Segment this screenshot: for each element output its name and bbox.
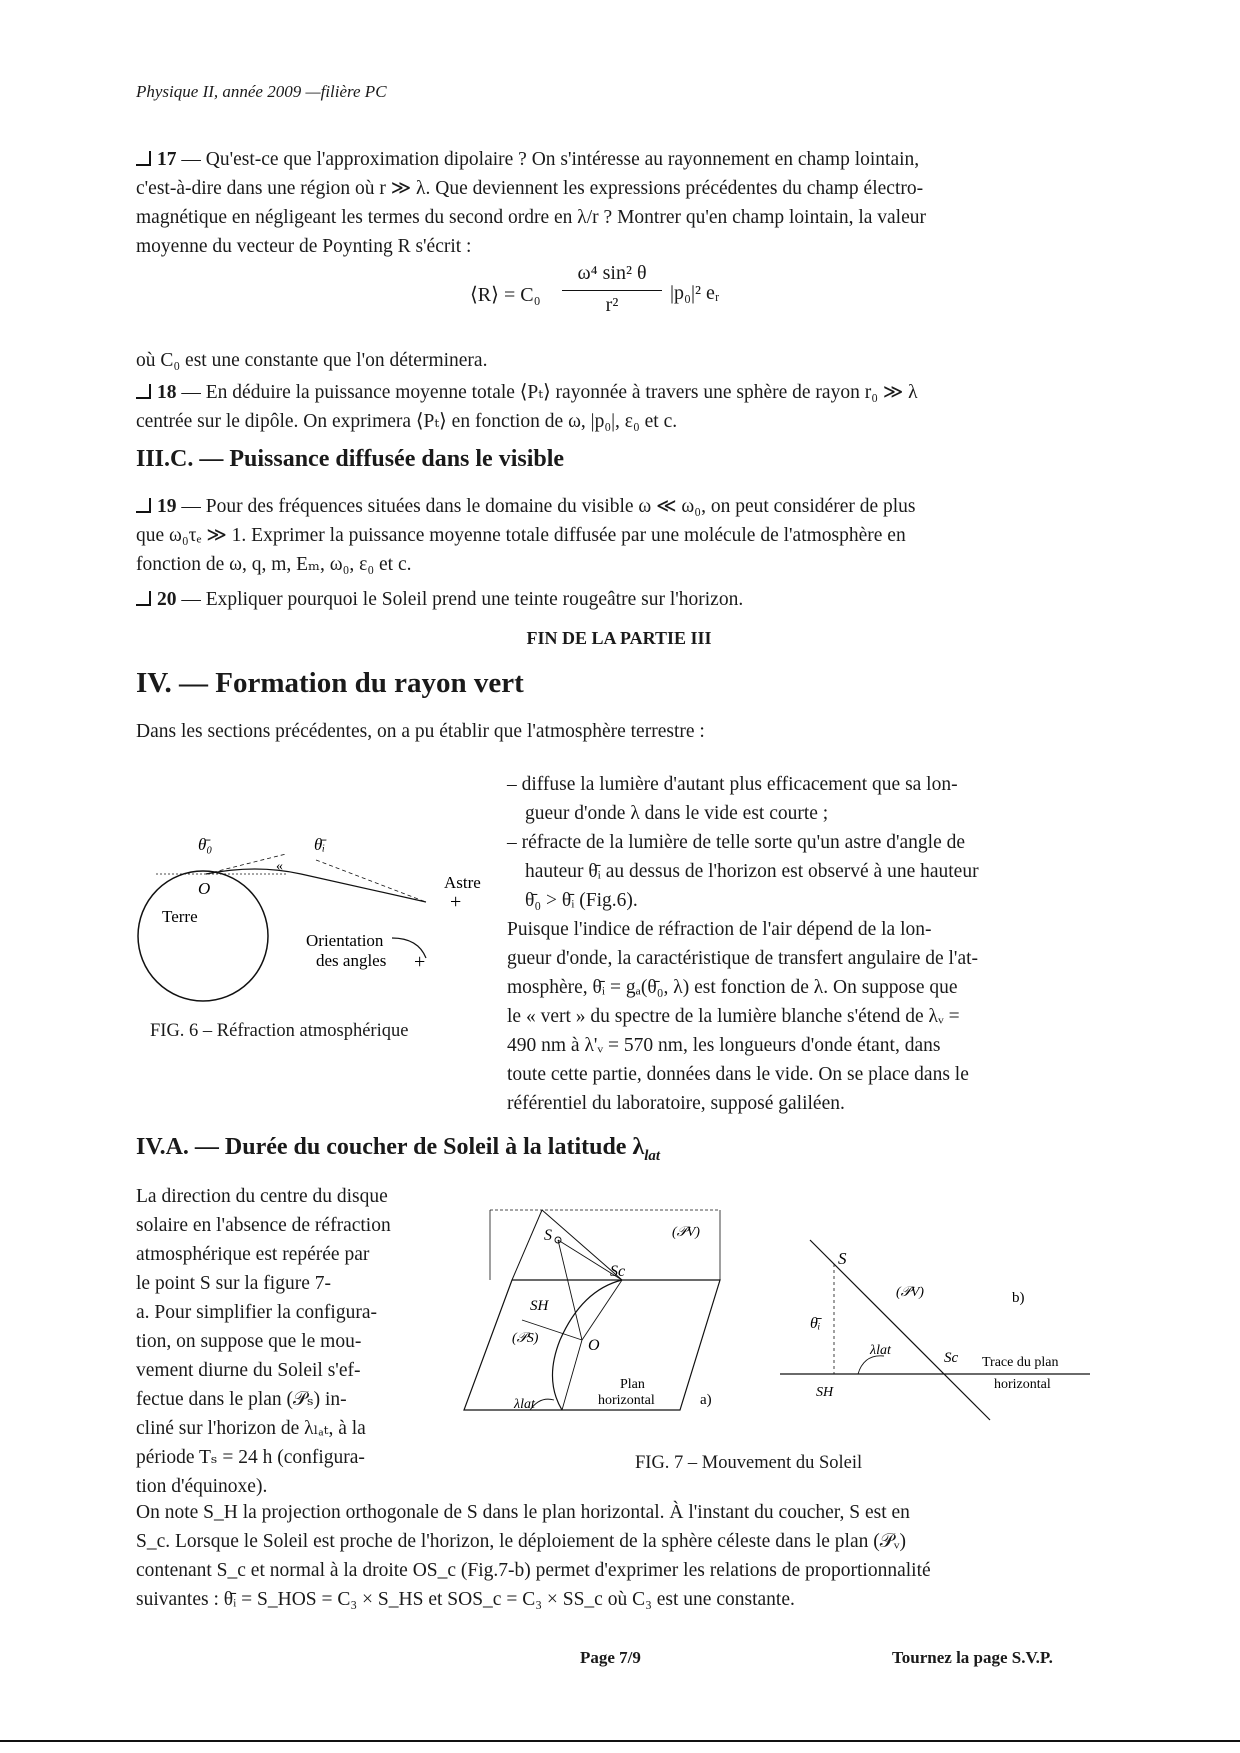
refraction-description xyxy=(507,770,1102,1118)
o-to-horizon xyxy=(562,1340,582,1410)
label-lat: λlat xyxy=(870,1343,891,1358)
question-18 xyxy=(136,378,1102,436)
refracted-ray xyxy=(206,869,426,902)
equation-lhs: ⟨R⟩ = C₀ xyxy=(470,284,541,306)
text-line: toute cette partie, données dans le vide. On se place dans le xyxy=(507,1064,969,1085)
section-4-intro: Dans les sections précédentes, on a pu établir que l'atmosphère terrestre : xyxy=(136,721,705,742)
text-line: θ̄₀ > θ̄ᵢ (Fig.6). xyxy=(525,890,638,911)
text-line: gueur d'onde, la caractéristique de transfert angulaire de l'at- xyxy=(507,948,979,969)
text-line: le point S sur la figure 7- xyxy=(136,1273,331,1294)
label-lat: λlat xyxy=(514,1397,535,1412)
orientation-label-1: Orientation xyxy=(306,931,384,950)
text-line: période Tₛ = 24 h (configura- xyxy=(136,1447,365,1468)
label-pv: (𝒫V) xyxy=(672,1225,700,1240)
checkbox-icon xyxy=(136,591,151,606)
projection-paragraph xyxy=(136,1498,1102,1614)
section-heading-3c: III.C. — Puissance diffusée dans le visible xyxy=(136,446,565,472)
earth-label: Terre xyxy=(162,907,198,926)
text-line: La direction du centre du disque xyxy=(136,1186,388,1207)
ray-arrow-icon: « xyxy=(276,859,283,874)
text-line: le « vert » du spectre de la lumière blanche s'étend de λᵥ = xyxy=(507,1006,960,1027)
figure-tag-b: b) xyxy=(1012,1290,1025,1306)
checkbox-icon xyxy=(136,384,151,399)
text-line: Puisque l'indice de réfraction de l'air dépend de la lon- xyxy=(507,919,932,940)
checkbox-icon xyxy=(136,151,151,166)
text-line: mosphère, θ̄ᵢ = gₐ(θ̄₀, λ) est fonction de λ. On suppose que xyxy=(507,977,958,998)
text-line: vement diurne du Soleil s'ef- xyxy=(136,1360,361,1381)
star-cross-icon: + xyxy=(450,891,462,913)
question-number: 20 xyxy=(157,589,177,610)
text-line: – réfracte de la lumière de telle sorte qu'un astre d'angle de xyxy=(507,832,966,853)
equation-denominator: r² xyxy=(605,294,619,316)
text-line: — Qu'est-ce que l'approximation dipolaire ? On s'intéresse au rayonnement en champ lointain, xyxy=(181,149,920,170)
origin-label: O xyxy=(198,879,211,898)
question-number: 18 xyxy=(157,382,177,403)
text-line: suivantes : θ̄ᵢ = S_HOS = C₃ × S_HS et SOS_c = C₃ × SS_c où C₃ est une constante. xyxy=(136,1589,795,1610)
text-line: a. Pour simplifier la configura- xyxy=(136,1302,377,1323)
label-sc: Sc xyxy=(944,1350,959,1366)
label-s: S xyxy=(838,1249,847,1268)
fraction-bar xyxy=(562,290,662,291)
label-sh: SH xyxy=(816,1385,834,1400)
label-plan-2: horizontal xyxy=(598,1393,655,1408)
orientation-label-2: des angles xyxy=(316,951,387,970)
o-to-sc xyxy=(582,1280,622,1340)
text-line: — En déduire la puissance moyenne totale ⟨Pₜ⟩ rayonnée à travers une sphère de rayon r₀ ≫ λ xyxy=(181,382,918,403)
figure-7b xyxy=(780,1230,1110,1430)
celestial-line xyxy=(810,1240,990,1420)
orientation-cross-icon: + xyxy=(414,951,426,973)
text-line: magnétique en négligeant les termes du second ordre en λ/r ? Montrer qu'en champ lointain, la valeur xyxy=(136,207,926,228)
question-20 xyxy=(136,585,1102,614)
text-line: — Pour des fréquences situées dans le domaine du visible ω ≪ ω₀, on peut considérer de plus xyxy=(181,496,916,517)
text-line: c'est-à-dire dans une région où r ≫ λ. Que deviennent les expressions précédentes du champ électro- xyxy=(136,178,924,199)
label-theta: θ̄ᵢ xyxy=(810,1315,821,1332)
label-o: O xyxy=(588,1337,600,1354)
star-label: Astre xyxy=(444,873,481,892)
latitude-arc xyxy=(858,1356,884,1374)
label-plan-1: Plan xyxy=(620,1377,645,1392)
text-line: référentiel du laboratoire, supposé galiléen. xyxy=(507,1093,845,1114)
label-pv: (𝒫V) xyxy=(896,1285,924,1300)
ps-plane-edge xyxy=(512,1210,542,1280)
figure-7a xyxy=(462,1200,732,1430)
text-line: fonction de ω, q, m, Eₘ, ω₀, ε₀ et c. xyxy=(136,554,412,575)
sun-motion-description xyxy=(136,1182,448,1501)
bottom-rule xyxy=(0,1740,1240,1742)
text-line: fectue dans le plan (𝒫ₛ) in- xyxy=(136,1389,347,1410)
text-line: centrée sur le dipôle. On exprimera ⟨Pₜ⟩ en fonction de ω, |p₀|, ε₀ et c. xyxy=(136,411,678,432)
trace-label-2: horizontal xyxy=(994,1377,1051,1392)
question-19 xyxy=(136,492,1102,579)
section-heading-4: IV. — Formation du rayon vert xyxy=(136,667,524,699)
label-sh: SH xyxy=(530,1298,549,1314)
text-line: solaire en l'absence de réfraction xyxy=(136,1215,391,1236)
text-line: tion d'équinoxe). xyxy=(136,1476,268,1497)
theta0-label: θ̄₀ xyxy=(198,835,213,854)
text-line: 490 nm à λ'ᵥ = 570 nm, les longueurs d'onde étant, dans xyxy=(507,1035,941,1056)
heading-subscript: lat xyxy=(644,1147,661,1164)
turn-page-note: Tournez la page S.V.P. xyxy=(892,1648,1053,1667)
label-ps: (𝒫S) xyxy=(512,1331,539,1346)
label-s: S xyxy=(544,1227,552,1244)
running-header: Physique II, année 2009 —filière PC xyxy=(136,82,387,101)
page-number: Page 7/9 xyxy=(580,1648,641,1667)
text-line: moyenne du vecteur de Poynting R s'écrit : xyxy=(136,236,472,257)
heading-text: IV.A. — Durée du coucher de Soleil à la latitude λ xyxy=(136,1134,645,1160)
figure-7-caption: FIG. 7 – Mouvement du Soleil xyxy=(635,1453,863,1473)
apparent-direction xyxy=(206,854,286,874)
sun-vertical xyxy=(558,1240,582,1340)
question-number: 17 xyxy=(157,149,177,170)
text-line: cliné sur l'horizon de λₗₐₜ, à la xyxy=(136,1418,366,1439)
equation-numerator: ω⁴ sin² θ xyxy=(577,262,647,284)
thetai-label: θ̄ᵢ xyxy=(314,835,326,854)
figure-6-caption: FIG. 6 – Réfraction atmosphérique xyxy=(150,1021,409,1041)
question-17 xyxy=(136,145,1102,261)
poynting-equation xyxy=(470,262,770,322)
text-line: hauteur θ̄ᵢ au dessus de l'horizon est observé à une hauteur xyxy=(525,861,979,882)
text-line: gueur d'onde λ dans le vide est courte ; xyxy=(525,803,829,824)
equation-rhs: |p₀|² eᵣ xyxy=(670,282,720,304)
label-sc: Sc xyxy=(610,1263,626,1280)
text-line: — Expliquer pourquoi le Soleil prend une teinte rougeâtre sur l'horizon. xyxy=(181,589,744,610)
text-line: contenant S_c et normal à la droite OS_c (Fig.7-b) permet d'exprimer les relations de proportionnalité xyxy=(136,1560,931,1581)
text-line: – diffuse la lumière d'autant plus efficacement que sa lon- xyxy=(507,774,958,795)
text-line: que ω₀τₑ ≫ 1. Exprimer la puissance moyenne totale diffusée par une molécule de l'atmosphère en xyxy=(136,525,906,546)
checkbox-icon xyxy=(136,498,151,513)
question-number: 19 xyxy=(157,496,177,517)
end-of-part-3: FIN DE LA PARTIE III xyxy=(526,628,712,648)
text-line: On note S_H la projection orthogonale de S dans le plan horizontal. À l'instant du coucher, S est en xyxy=(136,1502,910,1523)
text-line: S_c. Lorsque le Soleil est proche de l'horizon, le déploiement de la sphère céleste dans le plan (𝒫ᵥ) xyxy=(136,1531,907,1552)
figure-tag-a: a) xyxy=(700,1392,712,1408)
figure-6 xyxy=(136,798,496,1038)
trace-label-1: Trace du plan xyxy=(982,1355,1059,1370)
section-heading-4a xyxy=(136,1134,660,1165)
text-line: tion, on suppose que le mou- xyxy=(136,1331,362,1352)
text-line: atmosphérique est repérée par xyxy=(136,1244,370,1265)
constant-note: où C₀ est une constante que l'on déterminera. xyxy=(136,350,488,371)
